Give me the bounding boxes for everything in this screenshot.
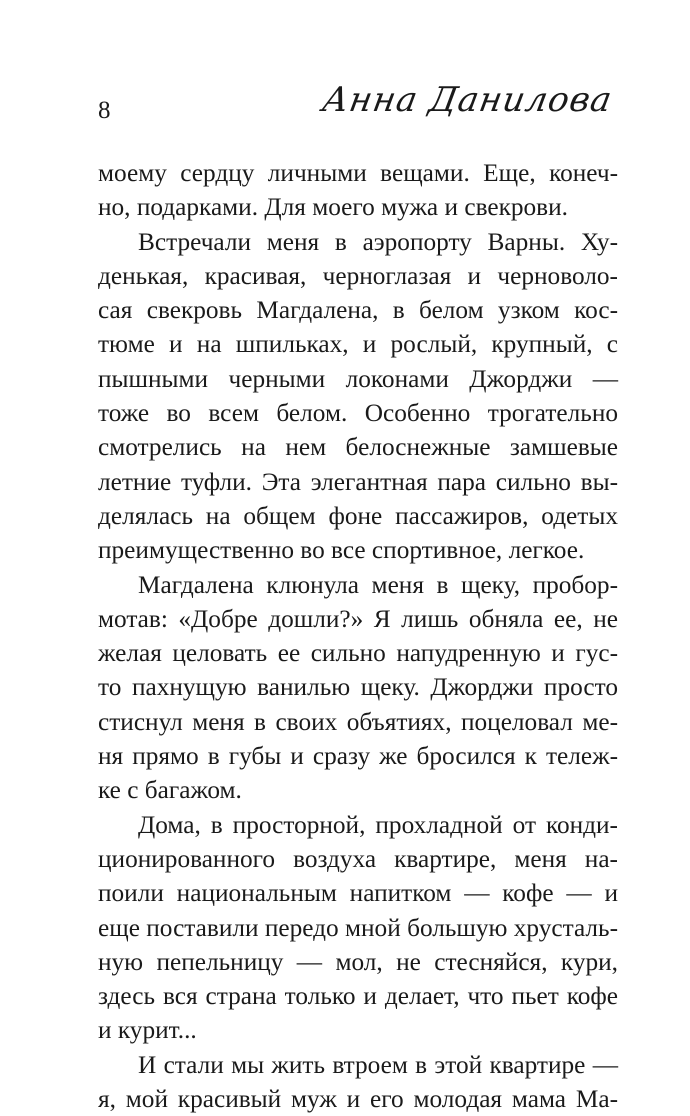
text-line: пышными черными локонами Джорджи — xyxy=(98,364,618,393)
text-line: ке с багажом. xyxy=(98,776,242,805)
text-line: стиснул меня в своих объятиях, поцеловал ме- xyxy=(98,707,618,736)
text-line: смотрелись на нем белоснежные замшевые xyxy=(98,433,618,462)
text-line: но, подарками. Для моего мужа и свекрови. xyxy=(98,193,568,222)
body-text xyxy=(98,156,618,1116)
text-line: я, мой красивый муж и его молодая мама Ма- xyxy=(98,1085,618,1114)
text-line: делялась на общем фоне пассажиров, одетых xyxy=(98,501,618,530)
text-line: ционированного воздуха квартире, меня на- xyxy=(98,844,618,873)
text-line: и курит... xyxy=(98,1016,197,1045)
text-line: сая свекровь Магдалена, в белом узком кос- xyxy=(98,296,618,325)
text-line: поили национальным напитком — кофе — и xyxy=(98,879,618,908)
text-line: здесь вся страна только и делает, что пьет кофе xyxy=(98,982,618,1011)
text-line: Встречали меня в аэропорту Варны. Ху- xyxy=(138,227,618,256)
page-number: 8 xyxy=(98,97,111,124)
text-line: Магдалена клюнула меня в щеку, пробор- xyxy=(138,570,618,599)
text-line: денькая, красивая, черноглазая и черноволо- xyxy=(98,261,618,290)
text-line: Дома, в просторной, прохладной от конди- xyxy=(138,810,618,839)
text-line: тоже во всем белом. Особенно трогательно xyxy=(98,399,618,428)
text-line: летние туфли. Эта элегантная пара сильно вы- xyxy=(98,467,618,496)
text-line: еще поставили передо мной большую хрусталь- xyxy=(98,913,619,942)
text-line: моему сердцу личными вещами. Еще, конеч- xyxy=(98,159,618,187)
text-line: И стали мы жить втроем в этой квартире — xyxy=(138,1050,618,1079)
text-line: желая целовать ее сильно напудренную и гус- xyxy=(98,639,618,668)
text-line: ную пепельницу — мол, не стесняйся, кури, xyxy=(98,947,618,976)
text-line: ня прямо в губы и сразу же бросился к тележ- xyxy=(98,742,618,771)
running-head-author: Анна Данилова xyxy=(319,80,616,120)
text-line: мотав: «Добре дошли?» Я лишь обняла ее, не xyxy=(98,604,618,633)
text-line: тюме и на шпильках, и рослый, крупный, с xyxy=(98,330,618,359)
text-line: преимущественно во все спортивное, легкое. xyxy=(98,536,585,565)
text-line: то пахнущую ванилью щеку. Джорджи просто xyxy=(98,673,618,702)
